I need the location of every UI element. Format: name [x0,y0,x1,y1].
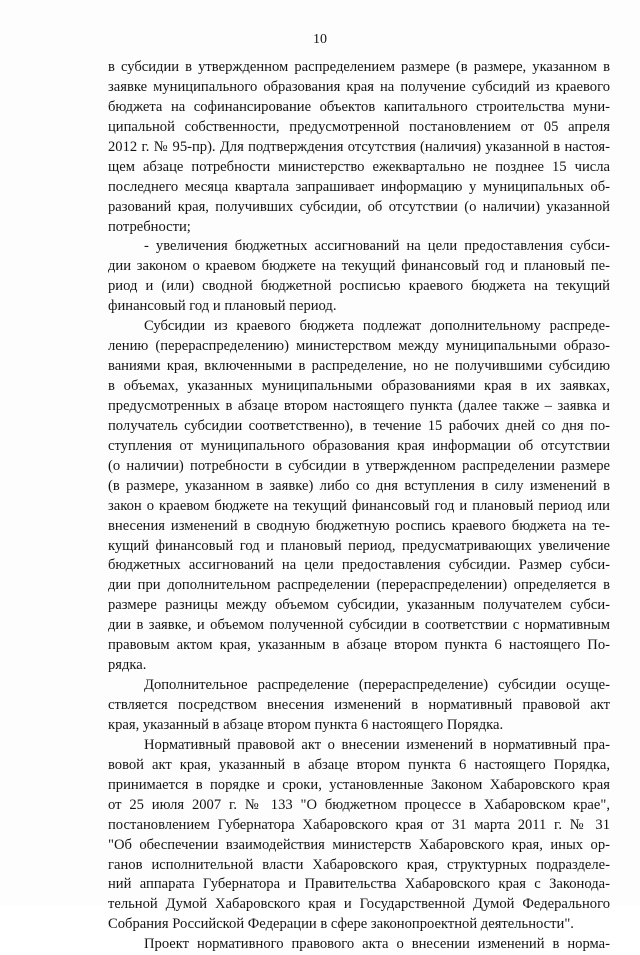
text-line: бюджетных ассигнований на цели предоставления субсидии. Размер субси- [108,557,610,574]
text-line: щем абзаце потребности министерство ежеквартально не позднее 15 числа [108,158,610,175]
text-line: ний аппарата Губернатора и Правительства Хабаровского края с Законода- [108,876,610,893]
text-line: получатель субсидии соответственно), в течение 15 рабочих дней со дня по- [108,417,610,434]
page-number: 10 [313,32,327,47]
text-line: размере разницы между объемом субсидии, указанным получателем субси- [108,597,610,614]
text-line: заявке муниципального образования края на получение субсидий из краевого [108,78,610,95]
text-line: рядка. [108,657,147,674]
text-line: бюджета на софинансирование объектов капитального строительства муни- [108,98,610,115]
text-line: разований края, получивших субсидии, об отсутствии (о наличии) указанной [108,198,610,215]
text-line: принимается в порядке и сроки, установленные Законом Хабаровского края [108,776,610,793]
text-line: ствляется посредством внесения изменений в нормативный правовой акт [108,697,610,713]
text-line: ганов исполнительной власти Хабаровского края, структурных подразделе- [108,856,610,873]
text-line: внесения изменений в сводную бюджетную роспись краевого бюджета на те- [108,517,610,534]
text-line: ципальной собственности, предусмотренной постановлением от 05 апреля [108,118,610,135]
text-line: риод и (или) сводной бюджетной росписью краевого бюджета на текущий [108,278,610,295]
text-line: в субсидии в утвержденном распределением размере (в размере, указанном в [108,59,610,75]
text-line: края, указанный в абзаце втором пункта 6 настоящего Порядка. [108,716,504,733]
text-line: Проект нормативного правового акта о внесении изменений в норма- [144,936,610,953]
text-line: последнего месяца квартала запрашивает информацию у муниципальных об- [108,178,610,195]
text-line: в объемах, указанных муниципальными образованиями края в их заявках, [108,378,610,394]
text-line: Собрания Российской Федерации в сфере законопроектной деятельности". [108,916,574,933]
text-line: ваниями края, включенными в распределение, но не получившими субсидию [108,358,610,375]
text-line: (о наличии) потребности в субсидии в утвержденном распределении размере [108,457,610,474]
text-line: дии в заявке, и объемом полученной субсидии в соответствии с нормативным [108,617,610,634]
text-line: дии при дополнительном распределении (перераспределении) определяется в [108,577,610,594]
text-line: правовым актом края, указанным в абзаце втором пункта 6 настоящего По- [108,637,610,654]
text-line: дии законом о краевом бюджете на текущий финансовый год и плановый пе- [108,258,610,275]
text-line: вовой акт края, указанный в абзаце втором пункта 6 настоящего Порядка, [108,756,610,773]
text-line: финансовый год и плановый период. [108,298,337,315]
text-line: закон о краевом бюджете на текущий финансовый год и плановый период или [108,497,610,514]
text-line: ступления от муниципального образования края информации об отсутствии [108,437,610,454]
text-line: - увеличения бюджетных ассигнований на цели предоставления субси- [144,238,610,255]
text-line: 2012 г. № 95-пр). Для подтверждения отсутствия (наличия) указанной в настоя- [108,138,610,155]
text-line: тельной Думой Хабаровского края и Государственной Думой Федерального [108,896,610,913]
text-line: Дополнительное распределение (перераспределение) субсидии осуще- [144,677,610,694]
text-line: потребности; [108,218,191,235]
body-text [108,58,610,955]
text-line: Нормативный правовой акт о внесении изменений в нормативный пра- [144,736,610,753]
text-line: "Об обеспечении взаимодействия министерств Хабаровского края, иных ор- [108,836,610,853]
text-line: Субсидии из краевого бюджета подлежат дополнительному распреде- [144,318,610,335]
text-line: кущий финансовый год и плановый период, предусматривающих увеличение [108,537,610,554]
text-line: предусмотренных в абзаце втором настоящего пункта (далее также – заявка и [108,397,610,414]
text-line: от 25 июля 2007 г. № 133 "О бюджетном процессе в Хабаровском крае", [108,796,610,813]
text-line: постановлением Губернатора Хабаровского края от 31 марта 2011 г. № 31 [108,816,610,833]
text-line: лению (перераспределению) министерством между муниципальными образо- [108,338,610,355]
text-line: (в размере, указанном в заявке) либо со дня вступления в силу изменений в [108,477,610,494]
